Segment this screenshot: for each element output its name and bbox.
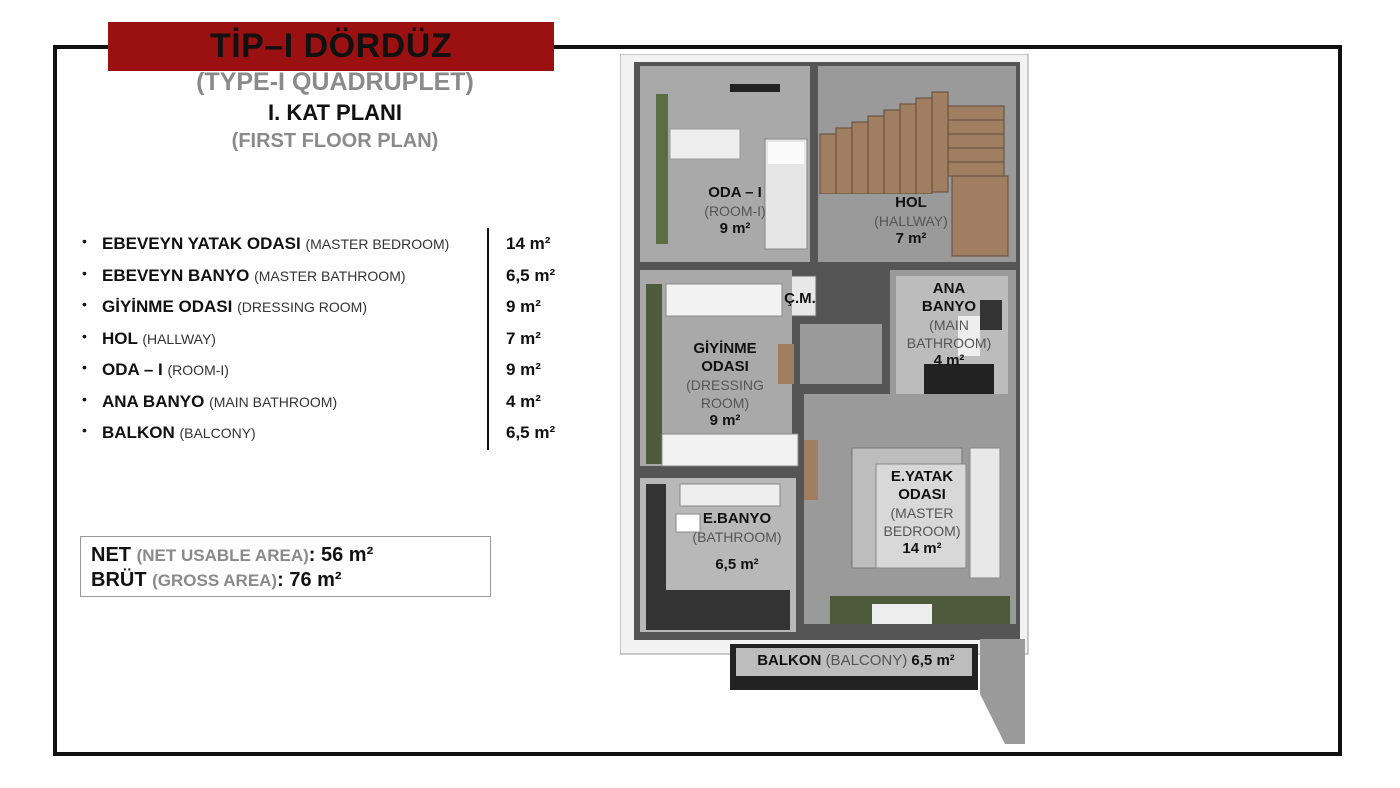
room-name: EBEVEYN BANYO (MASTER BATHROOM)	[102, 265, 406, 285]
label-balkon: BALKON (BALCONY) 6,5 m²	[757, 652, 955, 669]
bullet-icon: •	[82, 359, 87, 375]
floor-title-english: (FIRST FLOOR PLAN)	[231, 130, 439, 152]
subtitle-english: (TYPE-I QUADRUPLET)	[196, 68, 474, 96]
room-name: ODA – I (ROOM-I)	[102, 360, 229, 379]
net-area: NET (NET USABLE AREA): 56 m²	[91, 544, 374, 566]
floor-plan	[620, 54, 1030, 744]
floor-title: I. KAT PLANI	[267, 100, 403, 125]
bullet-icon: •	[82, 233, 87, 249]
list-item	[82, 388, 582, 420]
room-area: 14 m²	[506, 234, 551, 253]
bullet-icon: •	[82, 422, 87, 438]
room-area: 9 m²	[506, 297, 541, 316]
label-oda: ODA – I (ROOM-I) 9 m²	[704, 184, 766, 237]
label-ana-banyo: ANA BANYO (MAIN BATHROOM) 4 m²	[906, 280, 992, 369]
area-summary	[80, 536, 491, 597]
bullet-icon: •	[82, 327, 87, 344]
list-divider	[487, 228, 489, 450]
label-giyinme: GİYİNME ODASI (DRESSING ROOM) 9 m²	[686, 340, 764, 429]
room-area: 4 m²	[506, 391, 541, 411]
room-name: HOL (HALLWAY)	[102, 328, 216, 348]
room-area: 6,5 m²	[506, 423, 556, 442]
room-area: 6,5 m²	[506, 265, 556, 285]
list-item	[82, 419, 582, 451]
room-area-list	[82, 230, 582, 451]
bullet-icon: •	[82, 390, 87, 407]
gross-area: BRÜT (GROSS AREA): 76 m²	[91, 569, 342, 591]
label-eyatak: E.YATAK ODASI (MASTER BEDROOM) 14 m²	[883, 468, 961, 557]
list-item	[82, 230, 582, 262]
label-cm: Ç.M.	[784, 290, 816, 307]
room-name: BALKON (BALCONY)	[102, 423, 256, 442]
room-area: 9 m²	[506, 360, 541, 379]
page-title: TİP–I DÖRDÜZ	[108, 22, 554, 71]
bullet-icon: •	[82, 264, 87, 281]
list-item	[82, 356, 582, 388]
room-name: GİYİNME ODASI (DRESSING ROOM)	[102, 297, 367, 316]
label-ebanyo: E.BANYO (BATHROOM) 6,5 m²	[692, 510, 782, 573]
label-hol: HOL (HALLWAY) 7 m²	[874, 194, 948, 247]
list-item	[82, 262, 582, 294]
bullet-icon: •	[82, 296, 87, 312]
list-item	[82, 293, 582, 325]
room-name: EBEVEYN YATAK ODASI (MASTER BEDROOM)	[102, 234, 450, 253]
room-name: ANA BANYO (MAIN BATHROOM)	[102, 391, 338, 411]
list-item	[82, 325, 582, 357]
room-area: 7 m²	[506, 328, 541, 348]
